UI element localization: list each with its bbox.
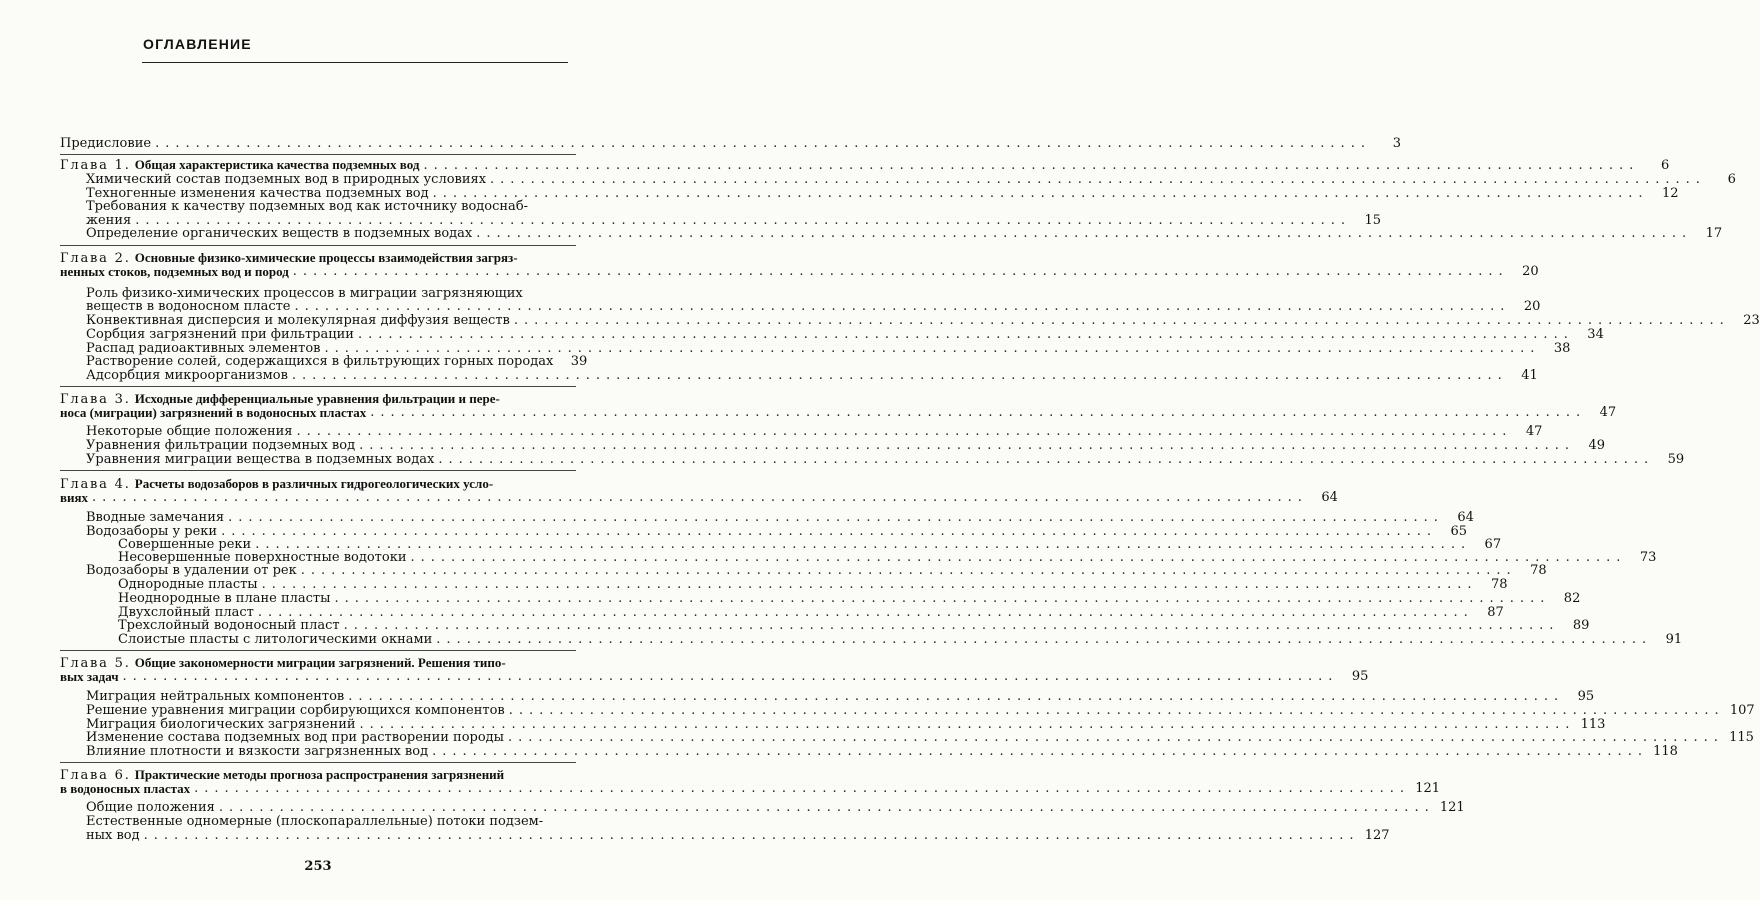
leader-dots: ........................................................................................................................ (257, 605, 1474, 620)
entry-label: Несовершенные поверхностные водотоки (118, 550, 407, 565)
entry-label: Однородные пласты (118, 577, 258, 592)
entry-page: 64 (1457, 510, 1474, 525)
chapter-title: виях (60, 490, 89, 505)
chapter-separator (60, 154, 576, 155)
entry-page: 113 (1580, 717, 1606, 732)
leader-dots: ........................................................................................................................ (300, 563, 1517, 578)
leader-dots: ........................................................................................................................ (432, 186, 1649, 201)
entry-page: 95 (1577, 689, 1595, 704)
leader-dots: ........................................................................................................................ (228, 510, 1444, 525)
chapter-label: Глава 1. (60, 158, 131, 173)
chapter-label: Глава 4. (60, 477, 131, 492)
entry-label: Миграция биологических загрязнений (86, 717, 356, 732)
entry-page: 6 (1661, 158, 1670, 173)
entry-page: 41 (1521, 368, 1538, 383)
leader-dots: ........................................................................................................................ (513, 313, 1730, 328)
leader-dots: ........................................................................................................................ (218, 800, 1435, 815)
entry-label: Химический состав подземных вод в природных условиях (86, 172, 487, 187)
toc-entry (60, 800, 1465, 815)
entry-label: Водозаборы в удалении от рек (86, 563, 297, 578)
chapter-separator (60, 386, 576, 387)
entry-page: 6 (1727, 172, 1736, 187)
toc-entry (60, 452, 1685, 467)
chapter-4-title-cont (60, 490, 1338, 505)
toc-entry (60, 354, 588, 369)
entry-label: Некоторые общие положения (86, 424, 293, 439)
leader-dots: ........................................................................................................................ (508, 703, 1725, 718)
chapter-title: Исходные дифференциальные уравнения фильтрации и пере- (134, 391, 500, 406)
toc-entry (60, 828, 1390, 843)
chapter-title: вых задач (60, 669, 119, 684)
entry-page: 107 (1729, 703, 1755, 718)
entry-label: жения (86, 213, 132, 228)
toc-entry (60, 226, 1723, 241)
toc-entry (60, 510, 1474, 525)
entry-page: 91 (1665, 632, 1683, 647)
entry-label: Миграция нейтральных компонентов (86, 689, 345, 704)
toc-heading: ОГЛАВЛЕНИЕ (143, 36, 252, 52)
chapter-1-title (60, 157, 1670, 173)
toc-entry (60, 424, 1543, 439)
chapter-title: носа (миграции) загрязнений в водоносных пластах (60, 405, 367, 420)
leader-dots: ........................................................................................................................ (436, 632, 1653, 647)
chapter-separator (60, 650, 576, 651)
entry-page: 95 (1351, 669, 1369, 684)
entry-page: 65 (1450, 524, 1467, 539)
chapter-title: Общие закономерности миграции загрязнений. Решения типо- (134, 655, 506, 670)
entry-page: 23 (1743, 313, 1760, 328)
entry-label: Слоистые пласты с литологическими окнами (118, 632, 433, 647)
entry-page: 20 (1523, 299, 1541, 314)
entry-page: 47 (1599, 405, 1617, 420)
entry-label: Трехслойный водоносный пласт (118, 618, 340, 633)
chapter-separator (60, 245, 576, 246)
entry-line: Требования к качеству подземных вод как источнику водоснаб- (86, 199, 529, 214)
entry-label: Влияние плотности и вязкости загрязненных вод (86, 744, 429, 759)
entry-page: 15 (1364, 213, 1382, 228)
leader-dots: ........................................................................................................................ (261, 577, 1478, 592)
chapter-3-title-cont (60, 405, 1617, 420)
leader-dots: ........................................................................................................................ (370, 405, 1587, 420)
entry-page: 38 (1553, 341, 1571, 356)
leader-dots: ........................................................................................................................ (432, 744, 1648, 759)
chapter-4-title (60, 477, 550, 491)
toc-subentry (60, 591, 1581, 606)
entry-label: Распад радиоактивных элементов (86, 341, 321, 356)
entry-page: 121 (1439, 800, 1465, 815)
leader-dots: ........................................................................................................................ (438, 452, 1655, 467)
leader-dots: ........................................................................................................................ (508, 730, 1724, 745)
entry-label: Растворение солей, содержащихся в фильтрующих горных породах (86, 354, 554, 369)
entry-page: 39 (570, 354, 588, 369)
entry-label: Адсорбция микроорганизмов (86, 368, 288, 383)
chapter-label: Глава 6. (60, 768, 131, 783)
leader-dots: ........................................................................................................................ (410, 550, 1627, 565)
entry-page: 20 (1522, 264, 1539, 279)
chapter-3-title (60, 392, 550, 406)
entry-page: 59 (1667, 452, 1685, 467)
entry-label: Уравнения миграции вещества в подземных водах (86, 452, 435, 467)
chapter-label: Глава 5. (60, 656, 131, 671)
entry-label: Конвективная дисперсия и молекулярная диффузия веществ (86, 313, 510, 328)
chapter-6-title (60, 768, 550, 782)
chapter-title: Расчеты водозаборов в различных гидрогеологических усло- (134, 476, 494, 491)
leader-dots: ........................................................................................................................ (255, 537, 1472, 552)
toc-entry (60, 172, 1736, 187)
toc-entry (60, 368, 1538, 383)
chapter-6-title-cont (60, 781, 1441, 796)
leader-dots: ........................................................................................................................ (296, 424, 1513, 439)
leader-dots: ........................................................................................................................ (135, 213, 1352, 228)
entry-page: 118 (1653, 744, 1678, 759)
toc-subentry (60, 577, 1508, 592)
entry-label: Техногенные изменения качества подземных вод (86, 186, 429, 201)
entry-line: Естественные одномерные (плоскопараллельные) потоки подзем- (86, 814, 544, 829)
entry-label: Совершенные реки (118, 537, 252, 552)
chapter-2-title-cont (60, 264, 1539, 279)
page-number: 253 (304, 859, 332, 874)
entry-label: Определение органических веществ в подземных водах (86, 226, 473, 241)
entry-page: 87 (1487, 605, 1504, 620)
chapter-title: Общая характеристика качества подземных вод (134, 157, 420, 172)
entry-page: 89 (1572, 618, 1590, 633)
toc-subentry (60, 632, 1683, 647)
toc-entry (60, 313, 1760, 328)
entry-label: Решение уравнения миграции сорбирующихся компонентов (86, 703, 505, 718)
entry-page: 17 (1705, 226, 1723, 241)
leader-dots: ........................................................................................................................ (359, 438, 1575, 453)
entry-page: 64 (1321, 490, 1338, 505)
toc-entry (60, 703, 1755, 718)
chapter-separator (60, 470, 576, 471)
entry-label: Двухслойный пласт (118, 605, 254, 620)
leader-dots: ........................................................................................................................ (221, 524, 1437, 539)
leader-dots: ........................................................................................................................ (476, 226, 1693, 241)
entry-page: 34 (1587, 327, 1604, 342)
entry-label: Водозаборы у реки (86, 524, 218, 539)
entry-line: Роль физико-химических процессов в миграции загрязняющих (86, 286, 523, 301)
entry-page: 121 (1415, 781, 1441, 796)
leader-dots: ........................................................................................................................ (324, 341, 1541, 356)
leader-dots: ........................................................................................................................ (291, 368, 1508, 383)
chapter-title: Практические методы прогноза распространения загрязнений (134, 767, 505, 782)
leader-dots: ........................................................................................................................ (359, 717, 1576, 732)
entry-label: Вводные замечания (86, 510, 225, 525)
leader-dots: ........................................................................................................................ (292, 264, 1509, 279)
chapter-5-title (60, 656, 550, 670)
leader-dots: ........................................................................................................................ (348, 689, 1565, 704)
entry-page: 78 (1530, 563, 1547, 578)
leader-dots: ........................................................................................................................ (155, 136, 1371, 151)
leader-dots: ........................................................................................................................ (194, 781, 1411, 796)
entry-label: Сорбция загрязнений при фильтрации (86, 327, 354, 342)
leader-dots: ........................................................................................................................ (122, 669, 1339, 684)
heading-rule (142, 62, 568, 63)
chapter-5-title-cont (60, 669, 1369, 684)
toc-entry (60, 563, 1547, 578)
leader-dots: ........................................................................................................................ (334, 591, 1551, 606)
entry-label: Общие положения (86, 800, 215, 815)
entry-label: Уравнения фильтрации подземных вод (86, 438, 356, 453)
entry-page: 3 (1392, 136, 1401, 151)
toc-entry (60, 299, 1541, 314)
chapter-title: ненных стоков, подземных вод и пород (60, 264, 289, 279)
leader-dots: ........................................................................................................................ (92, 490, 1308, 505)
toc-subentry (60, 618, 1590, 633)
chapter-separator (60, 762, 576, 763)
chapter-label: Глава 3. (60, 392, 131, 407)
chapter-title: Основные физико-химические процессы взаимодействия загряз- (134, 250, 518, 265)
entry-label: Предисловие (60, 136, 152, 151)
entry-label: веществ в водоносном пласте (86, 299, 291, 314)
entry-page: 73 (1639, 550, 1657, 565)
chapter-label: Глава 2. (60, 251, 131, 266)
entry-page: 12 (1661, 186, 1679, 201)
leader-dots: ........................................................................................................................ (490, 172, 1706, 187)
leader-dots: ........................................................................................................................ (357, 327, 1574, 342)
entry-page: 127 (1364, 828, 1390, 843)
entry-page: 67 (1484, 537, 1502, 552)
leader-dots: ........................................................................................................................ (423, 158, 1640, 173)
entry-label: ных вод (86, 828, 140, 843)
toc-entry (60, 438, 1605, 453)
entry-page: 115 (1729, 730, 1754, 745)
entry-label: Изменение состава подземных вод при растворении породы (86, 730, 505, 745)
toc-entry (60, 730, 1754, 745)
leader-dots: ........................................................................................................................ (343, 618, 1560, 633)
chapter-2-title (60, 251, 550, 265)
toc-entry (60, 744, 1678, 759)
toc-entry-preface (60, 136, 1401, 151)
leader-dots: ........................................................................................................................ (143, 828, 1360, 843)
chapter-title: в водоносных пластах (60, 781, 191, 796)
leader-dots: ........................................................................................................................ (294, 299, 1511, 314)
entry-label: Неоднородные в плане пласты (118, 591, 331, 606)
entry-page: 78 (1490, 577, 1508, 592)
entry-page: 82 (1563, 591, 1581, 606)
toc-entry (60, 327, 1604, 342)
toc-entry (60, 689, 1595, 704)
entry-page: 47 (1525, 424, 1543, 439)
entry-page: 49 (1588, 438, 1605, 453)
